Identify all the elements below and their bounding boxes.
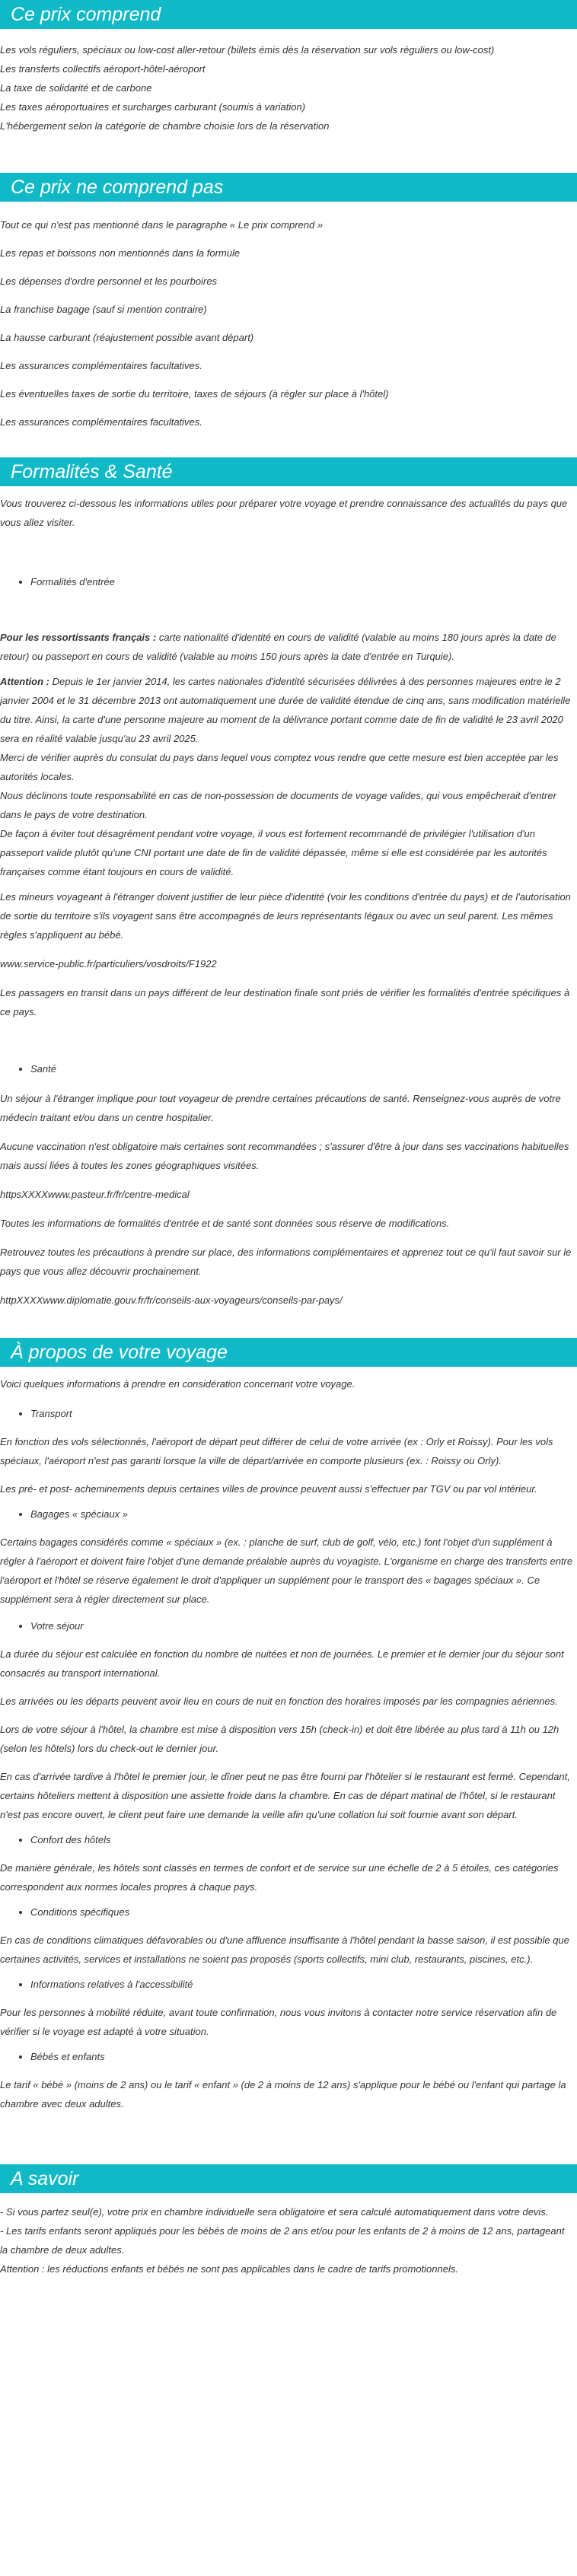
section-title-price-excludes: Ce prix ne comprend pas	[0, 173, 577, 202]
excludes-line: Les assurances complémentaires facultatives.	[0, 360, 202, 371]
stay-paragraph-3: Lors de votre séjour à l'hôtel, la chambre est mise à disposition vers 15h (check-in) et doit être libérée au plus tard à 11h ou 12h (selon les hôtels) lors du check-out le dernier jour.	[0, 1724, 559, 1754]
bullet-accessibility: • Informations relatives à l'accessibilité	[30, 1975, 574, 1994]
health-paragraph-2: Aucune vaccination n'est obligatoire mais certaines sont recommandées ; s'assurer d'être à jour dans ses vaccinations habituelles mais aussi liées à toutes les zones géographiques visitées.	[0, 1141, 569, 1171]
reserve-paragraph: Toutes les informations de formalités d'entrée et de santé sont données sous réserve de modifications.	[0, 1218, 450, 1229]
about-intro: Voici quelques informations à prendre en considération concernant votre voyage.	[0, 1378, 355, 1390]
formalities-intro: Vous trouverez ci-dessous les informations utiles pour préparer votre voyage et prendre connaissance des actualités du pays que vous allez visiter.	[0, 498, 568, 528]
section-title-good-to-know: A savoir	[0, 2164, 577, 2193]
section-about-trip	[0, 1338, 577, 2113]
includes-line: La taxe de solidarité et de carbone	[0, 82, 152, 94]
bullet-special-baggage: • Bagages « spéciaux »	[30, 1505, 574, 1524]
transport-paragraph-2: Les pré- et post- acheminements depuis certaines villes de province peuvent aussi s'effectuer par TGV ou par vol intérieur.	[0, 1483, 537, 1495]
stay-paragraph-4: En cas d'arrivée tardive à l'hôtel le premier jour, le dîner peut ne pas être fourni par l'hôtelier si le restaurant est fermé. Cependant, certains hôteliers mettent à disposition une assiette froide dans la chambre. En cas de départ matinal de l'hôtel, si le restaurant n'est pas encore ouvert, le client peut faire une demande la veille afin qu'une collation lui soit fournie avant son départ.	[0, 1771, 570, 1820]
babies-paragraph: Le tarif « bébé » (moins de 2 ans) ou le tarif « enfant » (de 2 à moins de 12 ans) s'applique pour le bébé ou l'enfant qui partage la chambre avec deux adultes.	[0, 2079, 566, 2110]
good-to-know-line: Attention : les réductions enfants et bébés ne sont pas applicables dans le cadre de tarifs promotionnels.	[0, 2263, 458, 2275]
excludes-line: Les assurances complémentaires facultatives.	[0, 416, 202, 428]
bullet-health: • Santé	[30, 1059, 574, 1078]
accessibility-paragraph: Pour les personnes à mobilité réduite, avant toute confirmation, nous vous invitons à contacter notre service réservation afin de vérifier si le voyage est adapté à votre situation.	[0, 2007, 557, 2037]
transit-paragraph: Les passagers en transit dans un pays différent de leur destination finale sont priés de vérifier les formalités d'entrée spécifiques à ce pays.	[0, 987, 570, 1017]
consulate-paragraph: Merci de vérifier auprès du consulat du pays dans lequel vous comptez vous rendre que cette mesure est bien acceptée par les autorités locales.	[0, 752, 559, 782]
bullet-entry-formalities: • Formalités d'entrée	[30, 572, 574, 591]
french-nationals-paragraph	[0, 628, 574, 666]
bullet-specific-conditions: • Conditions spécifiques	[30, 1903, 574, 1922]
baggage-paragraph: Certains bagages considérés comme « spéciaux » (ex. : planche de surf, club de golf, vélo, etc.) font l'objet d'un supplément à régler à l'aéroport et doivent faire l'objet d'une demande préalable auprès du voyagiste. L'organisme en charge des transferts entre l'aéroport et l'hôtel se réserve également le droit d'appliquer un supplément pour le transport des « bagages spéciaux ». Ce supplément sera à régler directement sur place.	[0, 1536, 573, 1605]
french-nationals-label: Pour les ressortissants français :	[0, 632, 157, 643]
includes-line: Les taxes aéroportuaires et surcharges carburant (soumis à variation)	[0, 101, 306, 113]
includes-line: Les vols réguliers, spéciaux ou low-cost aller-retour (billets émis dès la réservation sur vols réguliers ou low-cost)	[0, 44, 495, 56]
excludes-line: La franchise bagage (sauf si mention contraire)	[0, 304, 207, 315]
decline-paragraph: Nous déclinons toute responsabilité en cas de non-possession de documents de voyage valides, qui vous empêcherait d'entrer dans le pays de votre destination.	[0, 790, 556, 820]
bullet-your-stay: • Votre séjour	[30, 1616, 574, 1635]
section-good-to-know	[0, 2164, 577, 2278]
comfort-paragraph: De manière générale, les hôtels sont classés en termes de confort et de service sur une échelle de 2 à 5 étoiles, ces catégories correspondent aux normes locales propres à chaque pays.	[0, 1862, 559, 1893]
bullet-hotel-comfort: • Confort des hôtels	[30, 1830, 574, 1849]
section-price-includes	[0, 0, 577, 135]
french-nationals-text: carte nationalité d'identité en cours de validité (valable au moins 180 jours après la date de retour) ou passeport en cours de validité (valable au moins 150 jours après la date d'entrée en Turquie).	[0, 632, 556, 662]
stay-paragraph-1: La durée du séjour est calculée en fonction du nombre de nuitées et non de journées. Le premier et le dernier jour du séjour sont consacrés au transport international.	[0, 1648, 564, 1679]
conditions-paragraph: En cas de conditions climatiques défavorables ou d'une affluence insuffisante à l'hôtel pendant la basse saison, il est possible que certaines activités, services et installations ne soient pas proposés (sports collectifs, mini club, restaurants, piscines, etc.).	[0, 1934, 569, 1965]
includes-line: Les transferts collectifs aéroport-hôtel-aéroport	[0, 63, 206, 75]
section-formalities-health	[0, 457, 577, 1310]
minors-paragraph: Les mineurs voyageant à l'étranger doivent justifier de leur pièce d'identité (voir les conditions d'entrée du pays) et de l'autorisation de sortie du territoire s'ils voyagent sans être accompagnés de leurs représentants légaux ou avec un seul parent. Les mêmes règles s'appliquent au bébé.	[0, 891, 571, 941]
includes-line: L'hébergement selon la catégorie de chambre choisie lors de la réservation	[0, 120, 330, 132]
section-price-excludes	[0, 173, 577, 431]
advice-paragraph: De façon à éviter tout désagrément pendant votre voyage, il vous est fortement recommandé de privilégier l'utilisation d'un passeport valide plutôt qu'une CNI portant une date de fin de validité dépassée, même si elle est considérée par les autorités françaises comme étant toujours en cours de validité.	[0, 828, 547, 877]
diplomatie-link[interactable]: httpXXXXwww.diplomatie.gouv.fr/fr/conseils-aux-voyageurs/conseils-par-pays/	[0, 1294, 343, 1306]
excludes-line: Les dépenses d'ordre personnel et les pourboires	[0, 275, 218, 287]
pasteur-link[interactable]: httpsXXXXwww.pasteur.fr/fr/centre-medical	[0, 1189, 190, 1200]
attention-text: Depuis le 1er janvier 2014, les cartes nationales d'identité sécurisées délivrées à des personnes majeures entre le 2 janvier 2004 et le 31 décembre 2013 ont automatiquement une durée de validité étendue de cinq ans, sans modification matérielle du titre. Ainsi, la carte d'une personne majeure au moment de la délivrance portant comme date de fin de validité le 23 avril 2020 sera en réalité valable jusqu'au 23 avril 2025.	[0, 676, 571, 744]
health-paragraph-1: Un séjour à l'étranger implique pour tout voyageur de prendre certaines précautions de santé. Renseignez-vous auprès de votre médecin traitant et/ou dans un centre hospitalier.	[0, 1093, 561, 1123]
stay-paragraph-2: Les arrivées ou les départs peuvent avoir lieu en cours de nuit en fonction des horaires imposés par les compagnies aériennes.	[0, 1696, 558, 1707]
excludes-line: Les repas et boissons non mentionnés dans la formule	[0, 247, 241, 259]
excludes-line: Tout ce qui n'est pas mentionné dans le paragraphe « Le prix comprend »	[0, 219, 324, 231]
section-title-about-trip: À propos de votre voyage	[0, 1338, 577, 1367]
excludes-line: La hausse carburant (réajustement possible avant départ)	[0, 332, 254, 343]
excludes-line: Les éventuelles taxes de sortie du territoire, taxes de séjours (à régler sur place à l'hôtel)	[0, 388, 389, 400]
transport-paragraph-1: En fonction des vols sélectionnés, l'aéroport de départ peut différer de celui de votre arrivée (ex : Orly et Roissy). Pour les vols spéciaux, l'aéroport n'est pas garanti lorsque la ville de départ/arrivée en comporte plusieurs (ex. : Roissy ou Orly).	[0, 1436, 553, 1466]
attention-paragraph	[0, 672, 574, 748]
good-to-know-line: - Si vous partez seul(e), votre prix en chambre individuelle sera obligatoire et sera calculé automatiquement dans votre devis.	[0, 2206, 549, 2218]
find-more-paragraph: Retrouvez toutes les précautions à prendre sur place, des informations complémentaires et apprenez tout ce qu'il faut savoir sur le pays que vous allez découvrir prochainement.	[0, 1247, 572, 1277]
section-title-formalities: Formalités & Santé	[0, 457, 577, 486]
service-public-link[interactable]: www.service-public.fr/particuliers/vosdroits/F1922	[0, 958, 217, 970]
section-title-price-includes: Ce prix comprend	[0, 0, 577, 29]
attention-label: Attention :	[0, 676, 49, 687]
good-to-know-line: - Les tarifs enfants seront appliqués pour les bébés de moins de 2 ans et/ou pour les enfants de 2 à moins de 12 ans, partageant la chambre de deux adultes.	[0, 2225, 565, 2256]
bullet-transport: • Transport	[30, 1404, 574, 1423]
bullet-babies-children: • Bébés et enfants	[30, 2047, 574, 2066]
